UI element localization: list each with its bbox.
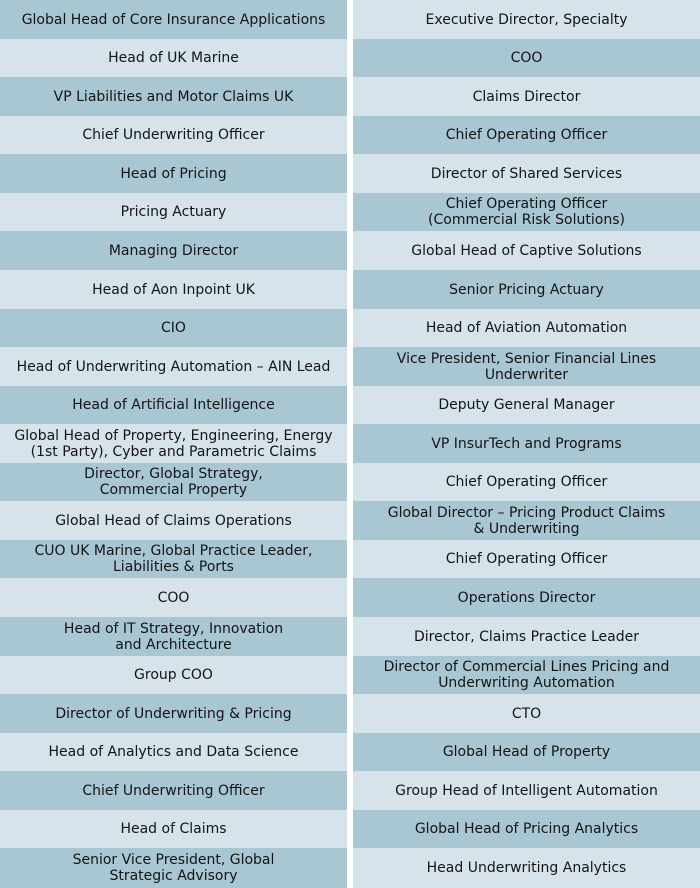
right-title-cell xyxy=(353,771,700,810)
left-title-text: Group COO xyxy=(134,667,213,684)
left-title-text: Head of Claims xyxy=(120,821,227,838)
left-title-text: Senior Vice President, Global Strategic Advisory xyxy=(72,852,275,884)
right-title-cell xyxy=(353,309,700,348)
left-title-text: Global Head of Property, Engineering, Energy (1st Party), Cyber and Parametric Claims xyxy=(14,427,333,460)
right-title-cell xyxy=(353,810,700,849)
right-title-text: Global Head of Property xyxy=(442,744,611,761)
left-title-cell xyxy=(0,154,347,193)
right-title-text: Head of Aviation Automation xyxy=(425,320,628,337)
right-title-cell xyxy=(353,154,700,193)
right-title-text: Global Head of Pricing Analytics xyxy=(414,821,639,838)
left-title-text: Chief Underwriting Officer xyxy=(82,782,265,799)
left-title-cell xyxy=(0,231,347,270)
right-column xyxy=(353,0,700,887)
left-title-cell xyxy=(0,771,347,810)
left-title-cell xyxy=(0,347,347,386)
left-title-cell xyxy=(0,810,347,849)
right-title-cell xyxy=(353,617,700,656)
right-title-cell xyxy=(353,463,700,502)
right-title-text: Group Head of Intelligent Automation xyxy=(395,782,658,799)
left-title-cell xyxy=(0,39,347,78)
right-title-text: Head Underwriting Analytics xyxy=(426,860,627,876)
left-title-text: Global Head of Claims Operations xyxy=(55,512,292,529)
right-title-text: Executive Director, Specialty xyxy=(425,11,628,28)
right-title-text: Global Director – Pricing Product Claims & Underwriting xyxy=(387,504,666,537)
right-title-cell xyxy=(353,193,700,232)
right-title-cell xyxy=(353,116,700,155)
left-title-cell xyxy=(0,501,347,540)
right-title-text: Chief Operating Officer (Commercial Risk Solutions) xyxy=(428,196,625,229)
left-title-cell xyxy=(0,578,347,617)
right-title-cell xyxy=(353,656,700,695)
left-title-cell xyxy=(0,193,347,232)
left-title-cell xyxy=(0,424,347,463)
right-title-cell xyxy=(353,424,700,463)
right-title-text: Chief Operating Officer xyxy=(445,474,608,491)
left-title-cell xyxy=(0,733,347,772)
right-title-cell xyxy=(353,347,700,386)
right-title-text: Deputy General Manager xyxy=(438,397,615,414)
left-title-text: CIO xyxy=(161,320,186,337)
right-title-text: Global Head of Captive Solutions xyxy=(411,242,642,259)
right-title-cell xyxy=(353,0,700,39)
left-title-text: Chief Underwriting Officer xyxy=(82,127,265,144)
right-title-text: Director of Commercial Lines Pricing and Underwriting Automation xyxy=(383,659,670,692)
left-title-text: Global Head of Core Insurance Applications xyxy=(21,11,326,28)
right-title-cell xyxy=(353,848,700,887)
left-title-text: Pricing Actuary xyxy=(120,204,227,221)
right-title-cell xyxy=(353,733,700,772)
right-title-text: Chief Operating Officer xyxy=(445,127,608,144)
right-title-cell xyxy=(353,386,700,425)
right-title-text: Operations Director xyxy=(457,590,596,607)
left-title-text: Head of Underwriting Automation – AIN Lead xyxy=(16,358,331,375)
right-title-cell xyxy=(353,501,700,540)
right-title-cell xyxy=(353,39,700,78)
left-column xyxy=(0,0,347,887)
left-title-cell xyxy=(0,116,347,155)
left-title-cell xyxy=(0,77,347,116)
left-title-cell xyxy=(0,0,347,39)
left-title-cell xyxy=(0,848,347,887)
left-title-text: CUO UK Marine, Global Practice Leader, Liabilities & Ports xyxy=(34,543,313,576)
right-title-cell xyxy=(353,231,700,270)
right-title-text: Vice President, Senior Financial Lines Underwriter xyxy=(396,350,657,383)
right-title-text: Chief Operating Officer xyxy=(445,551,608,568)
right-title-cell xyxy=(353,578,700,617)
left-title-text: Head of Artificial Intelligence xyxy=(72,397,275,414)
right-title-text: VP InsurTech and Programs xyxy=(431,435,622,452)
right-title-text: Senior Pricing Actuary xyxy=(449,281,604,298)
left-title-cell xyxy=(0,656,347,695)
left-title-cell xyxy=(0,540,347,579)
left-title-cell xyxy=(0,463,347,502)
right-title-text: CTO xyxy=(511,705,542,722)
left-title-text: Managing Director xyxy=(108,242,239,259)
left-title-text: Head of Pricing xyxy=(120,165,227,182)
right-title-text: Claims Director xyxy=(472,88,581,105)
left-title-cell xyxy=(0,617,347,656)
left-title-text: Head of UK Marine xyxy=(108,50,239,67)
left-title-cell xyxy=(0,270,347,309)
right-title-text: COO xyxy=(510,50,543,67)
right-title-cell xyxy=(353,270,700,309)
left-title-text: Head of Aon Inpoint UK xyxy=(92,281,255,298)
left-title-text: Director, Global Strategy, Commercial Property xyxy=(84,466,263,499)
left-title-text: VP Liabilities and Motor Claims UK xyxy=(53,88,294,105)
left-title-cell xyxy=(0,386,347,425)
right-title-text: Director, Claims Practice Leader xyxy=(413,628,640,645)
right-title-cell xyxy=(353,540,700,579)
left-title-text: Head of IT Strategy, Innovation and Architecture xyxy=(63,620,284,653)
left-title-text: Head of Analytics and Data Science xyxy=(48,744,299,761)
right-title-cell xyxy=(353,694,700,733)
right-title-cell xyxy=(353,77,700,116)
right-title-text: Director of Shared Services xyxy=(430,165,623,182)
left-title-cell xyxy=(0,694,347,733)
left-title-text: COO xyxy=(157,590,190,607)
left-title-cell xyxy=(0,309,347,348)
left-title-text: Director of Underwriting & Pricing xyxy=(55,705,292,722)
